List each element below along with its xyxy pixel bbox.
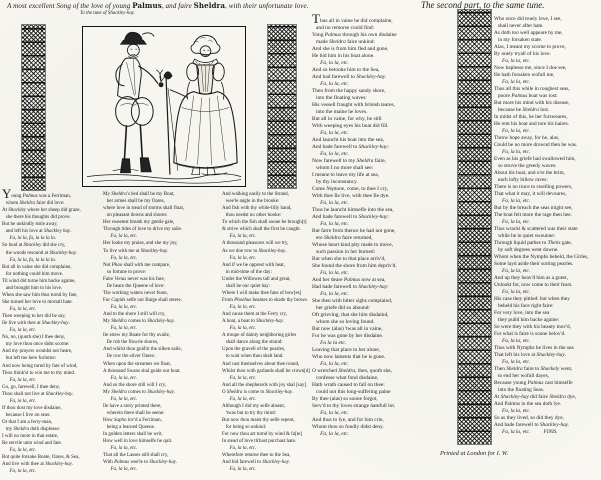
- verse-line: To which the fish shall soone be brough[t]: [222, 220, 307, 226]
- verse-line: And live with thee at Shackley-hay.: [2, 462, 74, 468]
- verse-line: Not Phao shall with me compare,: [103, 262, 171, 268]
- verse-line: And now being turnd by fate of wind,: [2, 363, 78, 369]
- verse-line: Fa, la la, etc.: [320, 361, 349, 367]
- verse-line: such passion in her burned:: [312, 249, 376, 255]
- verse-line: But now (alas) 'twas all in vaine,: [312, 326, 383, 332]
- verse-line: Ile row the silver Oares:: [103, 354, 156, 360]
- verse-line: into the floating Seas.: [494, 387, 545, 393]
- verse-line: whom I no more shall see:: [312, 165, 374, 171]
- verse-line: O wretched Sheldra, then, quoth she,: [312, 368, 392, 374]
- verse-line: Faire Venus never was his fare,: [103, 276, 165, 282]
- verse-line: And she is from him fled and gone,: [312, 46, 389, 52]
- verse-line: wherein there shall be seene:: [103, 410, 165, 416]
- imprint-line: Printed at London for I. W.: [440, 450, 509, 457]
- verse-line: And bade farewell to Shackley-hay:: [312, 214, 389, 220]
- verse-line: Fa, la la, fa, la la la la.: [9, 236, 57, 242]
- verse-line: How well in love himselfe he quit.: [103, 439, 173, 445]
- verse-line: Who now laments that he is gone.: [312, 354, 386, 360]
- verse-line: the woods resound at Shackley-hay.: [2, 250, 78, 256]
- verse-line: For Cupids selfe our Barge shall steere.: [103, 297, 182, 303]
- verse-line: Or that I am a ferry-man,: [2, 420, 53, 425]
- verse-line: Her sweetest breath my gentle gale,: [103, 220, 175, 226]
- verse-line: Ile strew my Boate for thy availe,: [103, 333, 171, 339]
- verse-line: But quite forsake Boate, Oares, & Sea,: [2, 455, 80, 461]
- verse-line: Unlookt for, now come to their feast.: [494, 282, 573, 288]
- verse-line: And her deare Palmus now at sea,: [312, 277, 386, 283]
- verse-line: in mid-time of the day:: [222, 269, 272, 275]
- verse-line: Whose heart kind pity made to move,: [312, 242, 393, 248]
- verse-line: Then weeping to her did he say,: [2, 314, 66, 320]
- verse-line: And fish with thy white-lilly hand,: [222, 206, 292, 212]
- verse-line: Fa, la la, etc.: [110, 234, 138, 240]
- verse-line: but left me here forlorne:: [2, 356, 57, 362]
- verse-line: How Sapho lov'd a Ferriman,: [103, 418, 162, 423]
- verse-line: At Shackley-hay did faire Sheldra dye,: [494, 394, 577, 400]
- verse-line: For very love, into the sea: [494, 310, 550, 316]
- verse-line: each lofty billow raves:: [494, 177, 548, 183]
- verse-line: Some layd aside their sorting pearles.: [494, 261, 574, 267]
- verse-line: for nothing could him move.: [2, 271, 64, 277]
- verse-line: Fa, la la, etc.: [9, 469, 37, 475]
- verse-line: About his boat, and o're the brim,: [494, 170, 565, 176]
- verse-line: And thus to lye, and for him crie,: [312, 417, 384, 423]
- verse-line: Fa, la la, etc.: [9, 377, 37, 383]
- verse-line: Fa, la la, etc.: [229, 446, 257, 452]
- verse-line: my Sheldra doth displease:: [2, 427, 61, 433]
- verse-line: And all the shepheards with joy shal [say]: [222, 382, 307, 388]
- verse-line: Upon the gravell of the pearles,: [222, 347, 286, 353]
- verse-line: Fa, la la, etc.: [229, 396, 257, 402]
- verse-line: He rent his boat and tore his haires.: [494, 121, 570, 127]
- verse-line: Could be no more drownd then he was.: [494, 142, 578, 148]
- verse-line: Fa, la la, etc.: [501, 408, 531, 414]
- verse-line: Fa, la la, etc.: [501, 338, 531, 344]
- verse-line: At Shackley where her sheep did graze,: [2, 208, 81, 214]
- verse-line: Now farewell to my Sheldra faire,: [312, 158, 386, 164]
- verse-line: Had bade farewell to Shackley-hay:: [312, 284, 389, 290]
- verse-line: Then from the happy sandy shore,: [312, 88, 386, 94]
- verse-line: And Palmus in the sea doth lye.: [494, 401, 562, 407]
- verse-line: Thus with Nymphs he lives in the sea: [494, 345, 574, 351]
- verse-line: But he unkindly stole away,: [2, 222, 58, 228]
- verse-line: So as they lived, so did they dye,: [494, 415, 564, 421]
- verse-line: Fa, la la, etc.: [501, 219, 531, 225]
- verse-line: In stead of love th'hast purchast hate.: [222, 439, 297, 445]
- verse-line: shall never after hate.: [494, 23, 544, 29]
- verse-line: while he in quiet swounne:: [494, 233, 556, 239]
- verse-line: No, no, (quoth she) I thee deny,: [2, 335, 66, 341]
- verse-line: Her looke my praise, and she my joy,: [103, 241, 178, 247]
- verse-line: A thousand pleasures will we try,: [222, 241, 289, 247]
- verse-column-part1-a: [2, 186, 102, 476]
- verse-line: Whom thou so fondly didst deny.: [312, 424, 384, 430]
- verse-line: That left his love at Shackley-hay.: [494, 352, 567, 358]
- verse-line: Fa, la la, etc.: [110, 375, 138, 381]
- verse-line: for being so unkind:: [222, 425, 267, 431]
- verse-line: He bid him in his boat alone.: [312, 53, 375, 59]
- verse-line: confesse what fond disdaine,: [312, 375, 379, 381]
- second-part-title: The second part, to the same tune.: [421, 0, 545, 10]
- verse-line: I will no more in that estate,: [2, 434, 59, 440]
- verse-line: O Sheldra is come to Shackley-hay.: [222, 389, 294, 395]
- verse-line: Fa, la la, etc.: [320, 221, 349, 227]
- verse-line: A thousand Swans shal guide our boat.: [103, 368, 181, 374]
- verse-line: and no remorse could find:: [312, 25, 375, 31]
- verse-line: A boat, a boat to Shackley-hay.: [222, 319, 285, 325]
- verse-line: Now haplesse me, since I doe see,: [494, 65, 567, 71]
- ballad-title: A most excellent Song of the love of young Palmus, and faire Sheldra, with their unfortunate love.: [7, 1, 309, 10]
- verse-line: And cast themselves about thee round,: [222, 361, 300, 367]
- verse-line: So loud at Shackley did she cry,: [2, 243, 66, 249]
- verse-line: Where I will make thee fans of bow[es]: [222, 290, 302, 296]
- tune-line: To the tune of Shackley-hay.: [80, 10, 135, 16]
- verse-line: Fa, la la, etc.: [320, 291, 349, 297]
- verse-line: And my prayers wouldst not heare,: [2, 349, 73, 355]
- verse-line: because I live on seas:: [2, 412, 51, 418]
- verse-line: The boat felt more the rage then hee.: [494, 212, 572, 218]
- verse-line: Fa, la la, etc.: [501, 198, 531, 204]
- verse-line: Because young Palmus cast himselfe: [494, 380, 573, 386]
- verse-line: And up they heav'd him as a guest,: [494, 275, 568, 281]
- verse-column-part2-b: [494, 16, 600, 436]
- woodcut-illustration: [82, 26, 246, 187]
- verse-line: and brought him to his love.: [2, 285, 63, 291]
- verse-line: And bade farewell to Shackley-hay.: [494, 422, 570, 428]
- verse-line: Under the Willowes tall and great,: [222, 276, 291, 282]
- verse-line: Fa, la la, etc.: [9, 307, 37, 312]
- verse-line: by thy inconstancy.: [312, 179, 358, 185]
- verse-line: Ile beare the Queene of love:: [103, 283, 165, 289]
- verse-line: could not this long-suffering paine: [312, 389, 391, 395]
- verse-line: But by the breach the seas might see,: [494, 205, 573, 211]
- verse-line: My Sheldra's bed shall be my Boat,: [103, 192, 175, 197]
- verse-line: she there his thoughts did prove.: [2, 215, 71, 221]
- verse-line: Whilst thou with garlands shall be crown[d]: [222, 368, 311, 374]
- verse-line: into the floating waves:: [312, 95, 367, 101]
- verse-line: Fa, la la, etc.: [9, 398, 37, 404]
- verse-line: Fa, la la, etc.: [320, 60, 349, 66]
- verse-line: Alas, I meant my scorne to prove,: [494, 44, 566, 50]
- verse-line: But when she to that place arriv'd,: [312, 256, 386, 262]
- verse-line: Go, go, farewell, I thee deny,: [2, 384, 61, 390]
- verse-line: Leaving that place to her alone,: [312, 347, 380, 353]
- verse-line: Ile rob the flowrie shores,: [103, 340, 159, 346]
- verse-line: With Palmus wee'le to Shackley-hay.: [103, 460, 178, 466]
- verse-line: Fa, la la, etc.: [501, 289, 531, 295]
- verse-line: And bade farewell to Shackley-hay:: [312, 144, 389, 150]
- verse-line: my love thou once didst scorne:: [2, 342, 70, 348]
- verse-line: Fa, la la, etc.: [110, 255, 138, 261]
- ornament-border-woodcut-right: [268, 25, 296, 188]
- verse-line: And to the shore I still will cry,: [103, 312, 166, 318]
- ornament-border-left: [22, 25, 45, 190]
- verse-line: Who once did truely love, I see,: [494, 16, 562, 22]
- verse-line: her armes shall be my Oares,: [103, 199, 165, 205]
- verse-line: If thou dost my love disdaine,: [2, 405, 62, 411]
- verse-line: That what it may, it will devoures,: [494, 191, 567, 197]
- verse-line: ere Sheldra faire returned,: [312, 235, 373, 241]
- verse-line: Til wind did turne him backe againe,: [2, 278, 76, 284]
- verse-line: where love in stead of storms shall float,: [103, 206, 185, 212]
- verse-line: Fa, la la, etc.: [229, 467, 257, 473]
- verse-line: being a learned Queene.: [103, 425, 156, 431]
- verse-line: Fa, la la, etc.: [229, 255, 257, 261]
- verse-line: As doth too well appeare by me,: [494, 30, 563, 36]
- verse-line: Fa, la la, etc.: [501, 128, 531, 134]
- verse-line: By onely tryall of his love.: [494, 51, 551, 57]
- verse-line: I meane to leave my life at sea,: [312, 172, 380, 178]
- verse-line: And whilst thou guid'st the silken saile,: [103, 347, 182, 353]
- verse-line: Through tides of love to drive my saile.: [103, 227, 183, 233]
- verse-line: Thus he launcht himselfe into the sea,: [312, 207, 394, 213]
- verse-column-part1-c: [222, 191, 315, 474]
- verse-line: And so the shore still will I cry,: [103, 382, 167, 388]
- verse-column-part1-b: [103, 191, 222, 474]
- verse-line: That all the Lasses still shall cry,: [103, 453, 169, 459]
- verse-line: by soft degrees went downe.: [494, 247, 559, 253]
- verse-line: And launcht his boat into the sea,: [312, 137, 385, 143]
- verse-line: But now thou maist thy selfe repent,: [222, 418, 295, 423]
- verse-line: For now thou art turnd by wind & fa[te]: [222, 432, 302, 438]
- verse-line: in my forsaken state.: [494, 37, 543, 43]
- verse-line: My Sheldra comes to Shackley-hay.: [103, 319, 176, 325]
- verse-line: Fa, la la, etc. FINIS.: [501, 429, 558, 435]
- verse-line: Fa, la la, etc.: [110, 305, 138, 310]
- verse-line: Wherefore returne thee to the Sea,: [222, 453, 291, 459]
- verse-line: Fa, la la, etc.: [320, 410, 349, 416]
- verse-line: Come Neptune, come, to thee I cry,: [312, 186, 389, 192]
- verse-line: Fa, la la, etc.: [110, 467, 138, 473]
- verse-line: Thus all in vaine he did complaine,: [312, 11, 393, 26]
- verse-line: Fa, la la, etc.: [110, 446, 138, 452]
- verse-line: Fa, la la, etc.: [320, 130, 349, 136]
- verse-line: her griefe did so abound:: [312, 305, 370, 311]
- verse-line: shall be our quiet bay:: [222, 283, 271, 289]
- verse-line: Fa, la la, etc.: [501, 268, 531, 274]
- verse-line: poore Palmus boat was tost:: [494, 93, 558, 99]
- verse-line: His case they pittied: but when they: [494, 296, 570, 302]
- verse-line: His vessell fraught with brinish teares,: [312, 102, 395, 108]
- verse-line: Fa, la la, etc.: [320, 81, 349, 87]
- verse-line: But more his mind with his disease,: [494, 100, 570, 106]
- verse-line: My Sheldra comes to Shackley-hay.: [103, 389, 176, 395]
- verse-line: By thee (alas) so soone forgot,: [312, 396, 378, 402]
- verse-line: Fa, la la, etc.: [9, 328, 37, 334]
- verse-line: Be servile unto wind and fate.: [2, 441, 62, 447]
- verse-line: The working waters never feare,: [103, 290, 168, 296]
- verse-line: Fa, la la, etc.: [501, 58, 531, 64]
- verse-line: And bad farewell to Shackley-hay.: [312, 74, 387, 80]
- verse-line: In golden letters shall be writ,: [103, 432, 163, 438]
- verse-line: To live with me at Shackley-hay.: [103, 248, 169, 254]
- verse-line: Fa, la la, etc.: [229, 234, 257, 240]
- woodcut-figures: [83, 27, 245, 186]
- verse-line: There is no truce to swelling powers,: [494, 184, 573, 190]
- verse-line: Fa, la la, etc.: [320, 270, 349, 276]
- verse-line: Fa, la la, etc.: [9, 448, 37, 454]
- verse-line: Throw hope away, for he, alas,: [494, 135, 560, 141]
- verse-line: whom Sheldra faire did love:: [2, 201, 65, 207]
- verse-line: to end her wofull dayes,: [494, 373, 550, 379]
- verse-line: She turned her love to mortall hate.: [2, 299, 73, 305]
- verse-line: Yong Palmus through his own disdaine: [312, 32, 397, 38]
- verse-line: Although I did my selfe absent,: [222, 403, 286, 409]
- verse-line: on pleasant downs and shores:: [103, 213, 168, 219]
- verse-line: Fa, la la, etc.: [229, 375, 257, 381]
- verse-line: into the maine he loves.: [312, 109, 368, 115]
- verse-line: Fa, la la, etc.: [501, 359, 531, 365]
- verse-line: In midst of this, he her forsweares,: [494, 114, 568, 120]
- verse-line: And cause them at the Ferry cry,: [222, 312, 288, 318]
- verse-line: Fa la la etc.: [320, 340, 347, 346]
- verse-line: Serv'd to thy loves strange hatefull lot.: [312, 403, 396, 409]
- verse-line: Fa, la la, etc.: [229, 326, 257, 332]
- verse-line: Through liquid pathes to Thetis gate,: [494, 240, 572, 246]
- verse-line: and left his love at Shackley hay.: [2, 229, 72, 235]
- verse-line: 'twas but to try thy mind:: [222, 410, 276, 416]
- verse-line: Fa, la la, fa, la la la la.: [9, 257, 57, 263]
- verse-line: From Phoebus beames to shade thy browe.: [222, 297, 308, 303]
- verse-line: Thus wrackt & scattered was their state: [494, 226, 578, 232]
- verse-line: For what is faire is soone belov'd.: [494, 331, 566, 337]
- verse-line: Thou shall not live at Shackley-hay.: [2, 391, 74, 397]
- verse-line: wee'le angle in the brooke:: [222, 199, 280, 205]
- verse-line: Thus all this while in roughest seas,: [494, 86, 570, 92]
- verse-column-part2-a: [312, 11, 457, 438]
- verse-line: Ile have a story printed there,: [103, 403, 162, 409]
- verse-line: they pulld him backe againe:: [494, 317, 560, 323]
- verse-line: Fa, la la, etc.: [229, 305, 257, 310]
- verse-line: so strove the greedy waves:: [494, 163, 557, 169]
- verse-line: because he Sheldra lost.: [494, 107, 550, 113]
- verse-line: She found the shore from him depriv'd.: [312, 263, 397, 269]
- verse-line: But farre from thence he had not gone,: [312, 228, 396, 234]
- verse-line: Then Sheldra faire to Shackely went,: [494, 366, 573, 372]
- verse-line: beheld his face right faire:: [494, 303, 554, 309]
- verse-line: Hath wrath caused to fall on thee:: [312, 382, 385, 388]
- verse-line: made Sheldra faire unkind:: [312, 39, 375, 45]
- verse-line: so fortune to prove:: [103, 269, 147, 275]
- verse-line: Fa, la la, etc.: [110, 326, 138, 332]
- verse-line: Even as his griefe had swallowed him,: [494, 156, 576, 162]
- verse-line: But all in vaine, for why, he still: [312, 116, 382, 122]
- verse-line: For he was gone by her disdaine.: [312, 333, 384, 339]
- verse-line: Fa, la la, etc.: [501, 149, 531, 155]
- verse-line: Young Palmus was a Ferriman,: [2, 186, 71, 201]
- verse-line: shall dance along the strand:: [222, 340, 283, 346]
- verse-line: Thou think'st to win me to thy mind.: [2, 370, 76, 376]
- verse-line: Ile live with thee at Shackley-hay.: [2, 321, 70, 327]
- verse-line: So were they with his beauty mov'd,: [494, 324, 572, 330]
- verse-line: And walking easily to the Strand,: [222, 192, 289, 197]
- verse-line: With weeping eyes his boat did fill.: [312, 123, 389, 129]
- ornament-border-middle: [458, 10, 491, 444]
- verse-line: Fa, la la, etc.: [110, 396, 138, 402]
- verse-line: Fa, la la, etc.: [501, 79, 531, 85]
- verse-line: When she saw him thus turnd by fate,: [2, 292, 78, 298]
- verse-line: whom she so loving found.: [312, 319, 375, 325]
- verse-line: to wait when thou shalt land.: [222, 354, 284, 360]
- verse-line: A troupe of dainty neighboring girles: [222, 333, 297, 339]
- verse-line: And bid farewell to Shackley-hay.: [222, 460, 291, 466]
- verse-line: When upon the streames we float,: [103, 361, 172, 367]
- verse-line: And if we be opprest with heat,: [222, 262, 285, 268]
- verse-line: & strive which shall the first be caught.: [222, 227, 301, 233]
- verse-line: He hath forsaken wofull me,: [494, 72, 555, 78]
- verse-line: Oft grieving, that she him disdaind,: [312, 312, 389, 318]
- verse-line: thou needst no other hooke:: [222, 213, 282, 219]
- verse-line: But all in vaine she did complaine,: [2, 264, 72, 270]
- verse-line: She then with bitter sighs complaind,: [312, 298, 393, 304]
- verse-line: Fa, la la, etc.: [320, 200, 349, 206]
- verse-line: Whom when the Nymphs beheld, the Girles,: [494, 254, 589, 260]
- verse-line: As we doe row to Shackley-hay.: [222, 248, 287, 254]
- verse-line: And so betooke him to the Sea,: [312, 67, 380, 73]
- verse-line: Fa, la la, etc.: [320, 151, 349, 157]
- verse-line: Fa, la la, etc.: [320, 431, 349, 437]
- verse-line: With thee Ile live, with thee Ile dye.: [312, 193, 390, 199]
